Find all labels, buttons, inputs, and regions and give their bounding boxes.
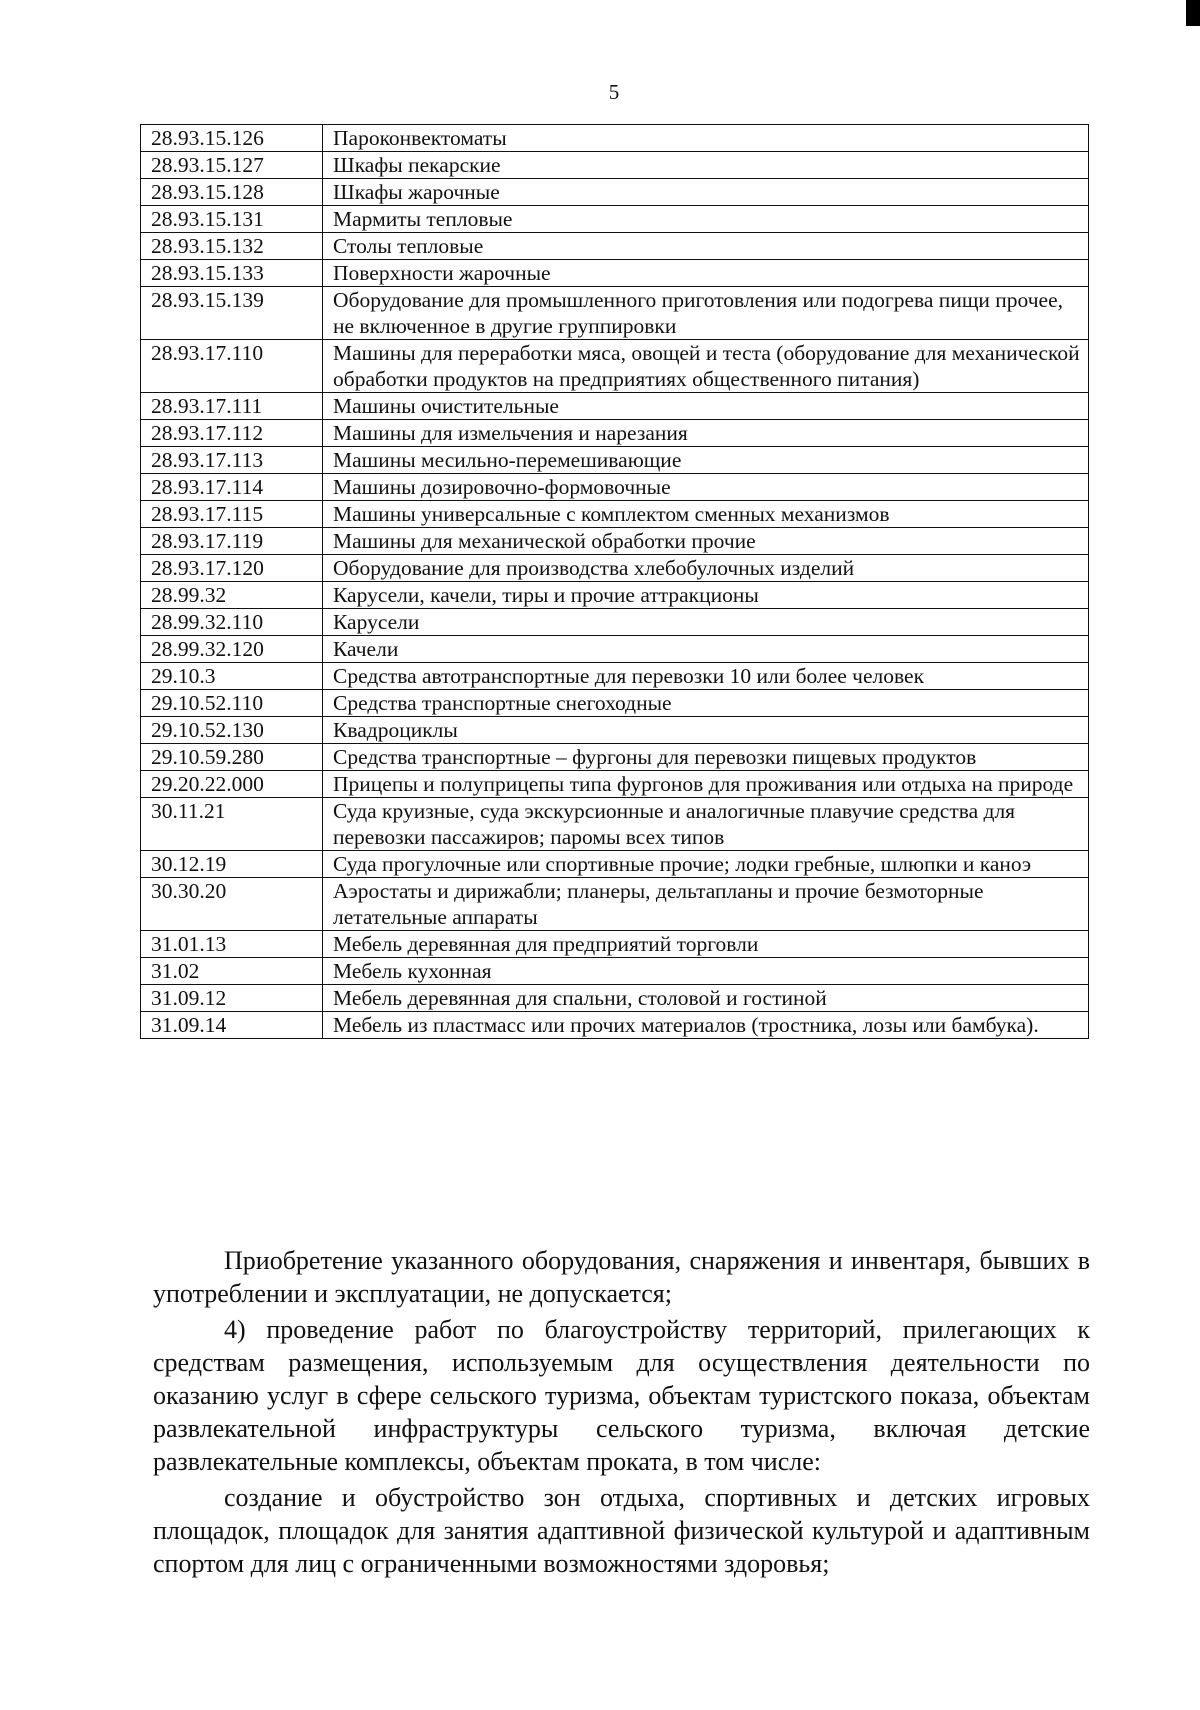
- table-row: [141, 233, 1089, 260]
- codes-table-body: [141, 125, 1089, 1039]
- name-cell: Суда круизные, суда экскурсионные и аналогичные плавучие средства для перевозки пассажиров; паромы всех типов: [323, 798, 1089, 851]
- name-cell: Машины для измельчения и нарезания: [323, 420, 1089, 447]
- code-cell: 28.99.32.110: [141, 609, 323, 636]
- name-cell: Шкафы пекарские: [323, 152, 1089, 179]
- code-cell: 28.93.15.126: [141, 125, 323, 152]
- code-cell: 29.10.52.110: [141, 690, 323, 717]
- table-row: [141, 717, 1089, 744]
- code-cell: 28.93.17.114: [141, 474, 323, 501]
- okpd-codes-table: [140, 124, 1089, 1039]
- body-text: [153, 1244, 1090, 1583]
- table-row: [141, 609, 1089, 636]
- table-row: [141, 206, 1089, 233]
- paragraph: 4) проведение работ по благоустройству территорий, прилегающих к средствам размещения, используемым для осуществления деятельности по оказанию услуг в сфере сельского туризма, объектам туристского показа, объектам развлекательной инфраструктуры сельского туризма, включая детские развлекательные комплексы, объектам проката, в том числе:: [153, 1315, 1090, 1476]
- table-row: [141, 771, 1089, 798]
- code-cell: 28.99.32.120: [141, 636, 323, 663]
- name-cell: Столы тепловые: [323, 233, 1089, 260]
- code-cell: 31.09.12: [141, 985, 323, 1012]
- name-cell: Мебель кухонная: [323, 958, 1089, 985]
- table-row: [141, 287, 1089, 340]
- table-row: [141, 798, 1089, 851]
- table-row: [141, 690, 1089, 717]
- name-cell: Квадроциклы: [323, 717, 1089, 744]
- table-row: [141, 1012, 1089, 1039]
- code-cell: 28.93.17.112: [141, 420, 323, 447]
- name-cell: Шкафы жарочные: [323, 179, 1089, 206]
- code-cell: 31.02: [141, 958, 323, 985]
- table-row: [141, 501, 1089, 528]
- table-row: [141, 420, 1089, 447]
- name-cell: Мебель деревянная для предприятий торговли: [323, 931, 1089, 958]
- table-row: [141, 878, 1089, 931]
- name-cell: Машины для переработки мяса, овощей и теста (оборудование для механической обработки продуктов на предприятиях общественного питания): [323, 340, 1089, 393]
- table-row: [141, 125, 1089, 152]
- paragraph: создание и обустройство зон отдыха, спортивных и детских игровых площадок, площадок для занятия адаптивной физической культурой и адаптивным спортом для лиц с ограниченными возможностями здоровья;: [153, 1483, 1090, 1578]
- code-cell: 29.20.22.000: [141, 771, 323, 798]
- table-row: [141, 636, 1089, 663]
- table-row: [141, 744, 1089, 771]
- table-row: [141, 393, 1089, 420]
- name-cell: Аэростаты и дирижабли; планеры, дельтапланы и прочие безмоторные летательные аппараты: [323, 878, 1089, 931]
- table-row: [141, 931, 1089, 958]
- name-cell: Оборудование для промышленного приготовления или подогрева пищи прочее, не включенное в другие группировки: [323, 287, 1089, 340]
- name-cell: Прицепы и полуприцепы типа фургонов для проживания или отдыха на природе: [323, 771, 1089, 798]
- code-cell: 31.09.14: [141, 1012, 323, 1039]
- code-cell: 30.11.21: [141, 798, 323, 851]
- name-cell: Средства транспортные – фургоны для перевозки пищевых продуктов: [323, 744, 1089, 771]
- table-row: [141, 555, 1089, 582]
- name-cell: Машины для механической обработки прочие: [323, 528, 1089, 555]
- table-row: [141, 958, 1089, 985]
- name-cell: Качели: [323, 636, 1089, 663]
- code-cell: 28.99.32: [141, 582, 323, 609]
- name-cell: Карусели: [323, 609, 1089, 636]
- code-cell: 28.93.15.127: [141, 152, 323, 179]
- code-cell: 28.93.17.120: [141, 555, 323, 582]
- code-cell: 28.93.15.128: [141, 179, 323, 206]
- code-cell: 29.10.59.280: [141, 744, 323, 771]
- code-cell: 28.93.17.115: [141, 501, 323, 528]
- name-cell: Средства автотранспортные для перевозки 10 или более человек: [323, 663, 1089, 690]
- code-cell: 29.10.52.130: [141, 717, 323, 744]
- table-row: [141, 447, 1089, 474]
- name-cell: Карусели, качели, тиры и прочие аттракционы: [323, 582, 1089, 609]
- code-cell: 28.93.17.119: [141, 528, 323, 555]
- paragraph: Приобретение указанного оборудования, снаряжения и инвентаря, бывших в употреблении и эксплуатации, не допускается;: [153, 1246, 1090, 1308]
- code-cell: 30.30.20: [141, 878, 323, 931]
- code-cell: 28.93.17.110: [141, 340, 323, 393]
- code-cell: 28.93.17.113: [141, 447, 323, 474]
- code-cell: 31.01.13: [141, 931, 323, 958]
- name-cell: Мебель деревянная для спальни, столовой и гостиной: [323, 985, 1089, 1012]
- name-cell: Суда прогулочные или спортивные прочие; лодки гребные, шлюпки и каноэ: [323, 851, 1089, 878]
- code-cell: 30.12.19: [141, 851, 323, 878]
- table-row: [141, 985, 1089, 1012]
- name-cell: Машины дозировочно-формовочные: [323, 474, 1089, 501]
- page-number: 5: [608, 80, 620, 104]
- table-row: [141, 260, 1089, 287]
- code-cell: 28.93.15.139: [141, 287, 323, 340]
- code-cell: 28.93.15.131: [141, 206, 323, 233]
- table-row: [141, 152, 1089, 179]
- name-cell: Мебель из пластмасс или прочих материалов (тростника, лозы или бамбука).: [323, 1012, 1089, 1039]
- name-cell: Мармиты тепловые: [323, 206, 1089, 233]
- name-cell: Машины месильно-перемешивающие: [323, 447, 1089, 474]
- name-cell: Машины очистительные: [323, 393, 1089, 420]
- table-row: [141, 663, 1089, 690]
- name-cell: Поверхности жарочные: [323, 260, 1089, 287]
- table-row: [141, 179, 1089, 206]
- code-cell: 29.10.3: [141, 663, 323, 690]
- code-cell: 28.93.15.132: [141, 233, 323, 260]
- table-row: [141, 582, 1089, 609]
- name-cell: Оборудование для производства хлебобулочных изделий: [323, 555, 1089, 582]
- table-row: [141, 340, 1089, 393]
- code-cell: 28.93.17.111: [141, 393, 323, 420]
- name-cell: Машины универсальные с комплектом сменных механизмов: [323, 501, 1089, 528]
- name-cell: Средства транспортные снегоходные: [323, 690, 1089, 717]
- table-row: [141, 851, 1089, 878]
- name-cell: Пароконвектоматы: [323, 125, 1089, 152]
- code-cell: 28.93.15.133: [141, 260, 323, 287]
- scan-corner-mark: [1186, 0, 1200, 26]
- table-row: [141, 528, 1089, 555]
- table-row: [141, 474, 1089, 501]
